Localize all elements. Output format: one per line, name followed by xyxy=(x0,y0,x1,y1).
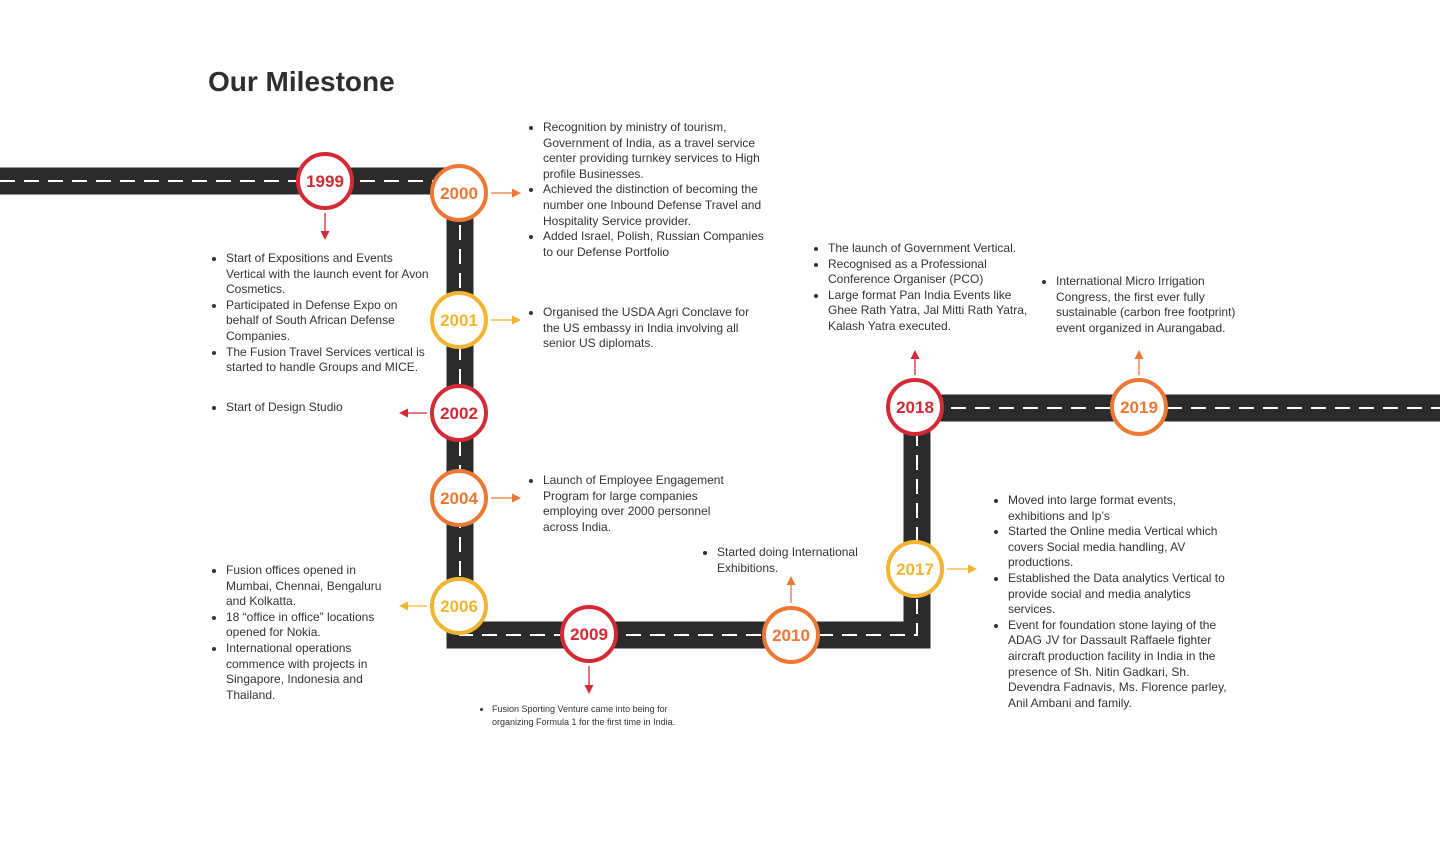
note-item: • International operations commence with projects in Singapore, Indonesia and Thailand. xyxy=(226,641,396,703)
milestone-1999-arrow-down-icon xyxy=(321,231,330,240)
milestone-2004-notes xyxy=(525,473,739,535)
note-item: • Large format Pan India Events like Ghee Rath Yatra, Jal Mitti Rath Yatra, Kalash Yatra executed. xyxy=(828,288,1040,335)
milestone-2004-marker xyxy=(432,471,486,525)
milestone-2017-year-label: 2017 xyxy=(896,560,934,579)
milestone-2006-notes xyxy=(208,563,396,703)
note-item: • Start of Design Studio xyxy=(226,400,426,416)
milestone-2018-arrow-up-icon xyxy=(911,350,920,359)
milestone-2017-notes xyxy=(990,493,1234,711)
milestone-2009-arrow-down-icon xyxy=(585,685,594,694)
milestone-2009-notes xyxy=(474,703,704,729)
milestone-2006-arrow-left-icon xyxy=(399,602,408,611)
note-item: • International Micro Irrigation Congress, the first ever fully sustainable (carbon free footprint) event organized in Aurangabad. xyxy=(1056,274,1256,336)
milestone-2010-notes xyxy=(699,545,879,576)
milestone-2009-year-label: 2009 xyxy=(570,625,608,644)
note-item: • Participated in Defense Expo on behalf of South African Defense Companies. xyxy=(226,298,430,345)
milestone-2001-arrow-right-icon xyxy=(512,316,521,325)
note-item: • Fusion Sporting Venture came into being for organizing Formula 1 for the first time in India. xyxy=(492,703,704,729)
note-item: • The Fusion Travel Services vertical is started to handle Groups and MICE. xyxy=(226,345,430,376)
note-item: • Started the Online media Vertical which covers Social media handling, AV productions. xyxy=(1008,524,1234,571)
milestone-2004-arrow-right-icon xyxy=(512,494,521,503)
milestone-2009-marker xyxy=(562,607,616,661)
note-item: • Event for foundation stone laying of the ADAG JV for Dassault Raffaele fighter aircraft production facility in India in the presence of Sh. Nitin Gadkari, Sh. Devendra Fadnavis, Ms. Florence parley, Anil Ambani and family. xyxy=(1008,618,1234,712)
milestone-1999-marker xyxy=(298,154,352,208)
milestone-2019-notes xyxy=(1038,274,1256,336)
milestone-2018-year-label: 2018 xyxy=(896,398,934,417)
milestone-2010-year-label: 2010 xyxy=(772,626,810,645)
note-item: • Established the Data analytics Vertical to provide social and media analytics services. xyxy=(1008,571,1234,618)
note-item: • Started doing International Exhibitions. xyxy=(717,545,879,576)
milestone-2019-arrow-up-icon xyxy=(1135,350,1144,359)
milestone-2017-arrow-right-icon xyxy=(968,565,977,574)
note-item: • Fusion offices opened in Mumbai, Chennai, Bengaluru and Kolkatta. xyxy=(226,563,396,610)
note-item: • Recognition by ministry of tourism, Government of India, as a travel service center providing turnkey services to High profile Businesses. xyxy=(543,120,775,182)
note-item: • Added Israel, Polish, Russian Companies to our Defense Portfolio xyxy=(543,229,775,260)
note-item: • The launch of Government Vertical. xyxy=(828,241,1040,257)
milestone-2018-marker xyxy=(888,380,942,434)
milestone-2017-marker xyxy=(888,542,942,596)
milestone-2006-year-label: 2006 xyxy=(440,597,478,616)
note-item: • Achieved the distinction of becoming the number one Inbound Defense Travel and Hospitality Service provider. xyxy=(543,182,775,229)
milestone-1999-notes xyxy=(208,251,430,376)
note-item: • Recognised as a Professional Conference Organiser (PCO) xyxy=(828,257,1040,288)
milestone-2000-marker xyxy=(432,166,486,220)
milestone-2000-arrow-right-icon xyxy=(512,189,521,198)
milestone-2019-marker xyxy=(1112,380,1166,434)
milestone-2000-year-label: 2000 xyxy=(440,184,478,203)
milestone-2001-notes xyxy=(525,305,763,352)
page-title: Our Milestone xyxy=(208,66,395,97)
milestone-2002-marker xyxy=(432,386,486,440)
note-item: • Moved into large format events, exhibitions and Ip’s xyxy=(1008,493,1234,524)
milestone-2002-year-label: 2002 xyxy=(440,404,478,423)
milestone-1999-year-label: 1999 xyxy=(306,172,344,191)
milestone-2001-marker xyxy=(432,293,486,347)
milestone-2019-year-label: 2019 xyxy=(1120,398,1158,417)
milestone-2018-notes xyxy=(810,241,1040,335)
milestone-2010-arrow-up-icon xyxy=(787,576,796,585)
milestone-2001-year-label: 2001 xyxy=(440,311,478,330)
milestone-2004-year-label: 2004 xyxy=(440,489,478,508)
note-item: • 18 “office in office” locations opened for Nokia. xyxy=(226,610,396,641)
milestone-2010-marker xyxy=(764,608,818,662)
milestone-2002-notes xyxy=(208,400,426,416)
note-item: • Start of Expositions and Events Vertical with the launch event for Avon Cosmetics. xyxy=(226,251,430,298)
note-item: • Organised the USDA Agri Conclave for the US embassy in India involving all senior US diplomats. xyxy=(543,305,763,352)
milestone-2006-marker xyxy=(432,579,486,633)
milestone-2000-notes xyxy=(525,120,775,260)
note-item: • Launch of Employee Engagement Program for large companies employing over 2000 personnel across India. xyxy=(543,473,739,535)
